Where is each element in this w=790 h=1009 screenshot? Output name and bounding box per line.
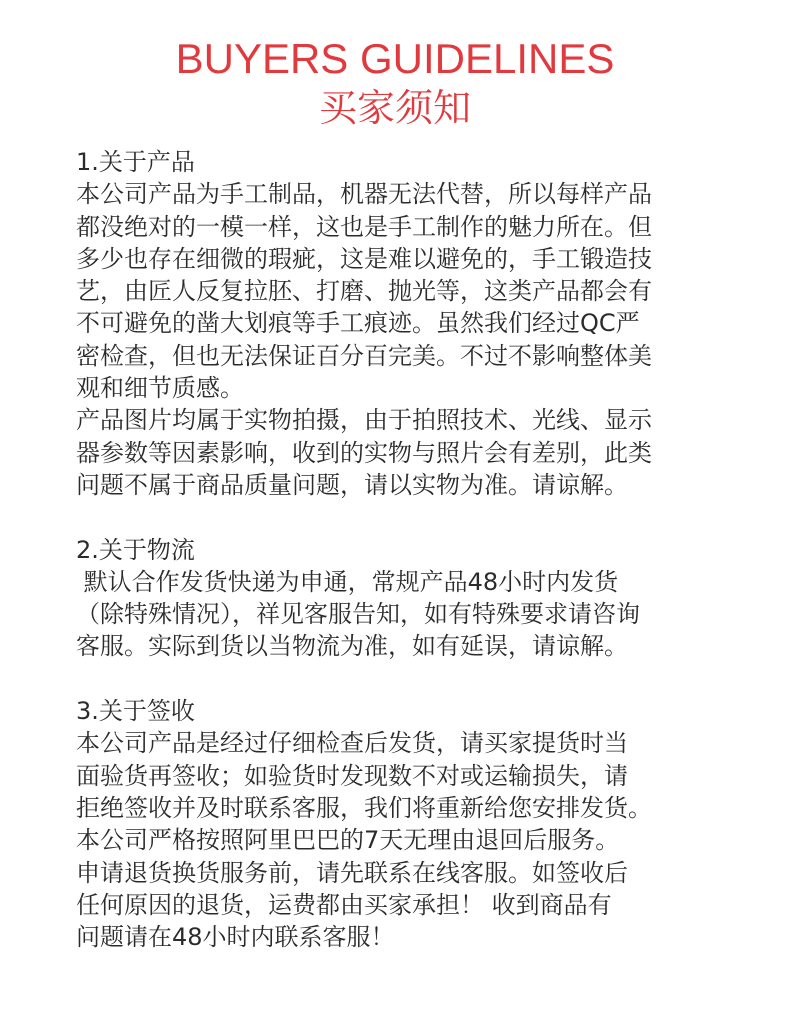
section-receipt bbox=[76, 695, 756, 953]
paragraph-line: 艺，由匠人反复拉胚、打磨、抛光等，这类产品都会有 bbox=[76, 277, 652, 306]
section-heading: 2.关于物流 bbox=[76, 535, 195, 564]
page-header bbox=[0, 34, 790, 132]
paragraph-line: 客服。实际到货以当物流为准，如有延误，请谅解。 bbox=[76, 632, 628, 661]
paragraph-line: 任何原因的退货，运费都由买家承担！ 收到商品有 bbox=[76, 890, 612, 919]
paragraph-line: 多少也存在细微的瑕疵，这是难以避免的，手工锻造技 bbox=[76, 244, 652, 273]
paragraph-line: 密检查，但也无法保证百分百完美。不过不影响整体美 bbox=[76, 341, 652, 370]
paragraph-line: 观和细节质感。 bbox=[76, 374, 244, 403]
paragraph-line: 不可避免的凿大划痕等手工痕迹。虽然我们经过QC严 bbox=[76, 309, 640, 338]
title-chinese: 买家须知 bbox=[318, 86, 471, 130]
paragraph-line: 问题请在48小时内联系客服！ bbox=[76, 923, 395, 952]
section-heading: 1.关于产品 bbox=[76, 148, 195, 176]
title-english: BUYERS GUIDELINES bbox=[175, 35, 615, 82]
paragraph-line: 本公司严格按照阿里巴巴的7天无理由退回后服务。 bbox=[76, 826, 620, 855]
paragraph-line: 默认合作发货快递为申通，常规产品48小时内发货 bbox=[76, 567, 619, 596]
paragraph-line: 都没绝对的一模一样，这也是手工制作的魅力所在。但 bbox=[76, 212, 652, 241]
paragraph-line: 器参数等因素影响，收到的实物与照片会有差别，此类 bbox=[76, 438, 652, 467]
paragraph-line: 面验货再签收；如验货时发现数不对或运输损失，请 bbox=[76, 761, 628, 790]
paragraph-line: 问题不属于商品质量问题，请以实物为准。请谅解。 bbox=[76, 470, 628, 499]
section-product bbox=[76, 146, 756, 501]
section-spacer bbox=[76, 501, 756, 533]
section-spacer bbox=[76, 663, 756, 695]
paragraph-line: 拒绝签收并及时联系客服，我们将重新给您安排发货。 bbox=[76, 793, 652, 822]
paragraph-line: 本公司产品是经过仔细检查后发货，请买家提货时当 bbox=[76, 729, 628, 758]
paragraph-line: 本公司产品为手工制品，机器无法代替，所以每样产品 bbox=[76, 180, 652, 209]
paragraph-line: （除特殊情况），祥见客服告知，如有特殊要求请咨询 bbox=[76, 600, 640, 629]
section-heading: 3.关于签收 bbox=[76, 697, 195, 726]
paragraph-line: 申请退货换货服务前，请先联系在线客服。如签收后 bbox=[76, 858, 628, 887]
paragraph-line: 产品图片均属于实物拍摄，由于拍照技术、光线、显示 bbox=[76, 406, 652, 435]
guidelines-content bbox=[76, 146, 756, 953]
section-logistics bbox=[76, 534, 756, 663]
